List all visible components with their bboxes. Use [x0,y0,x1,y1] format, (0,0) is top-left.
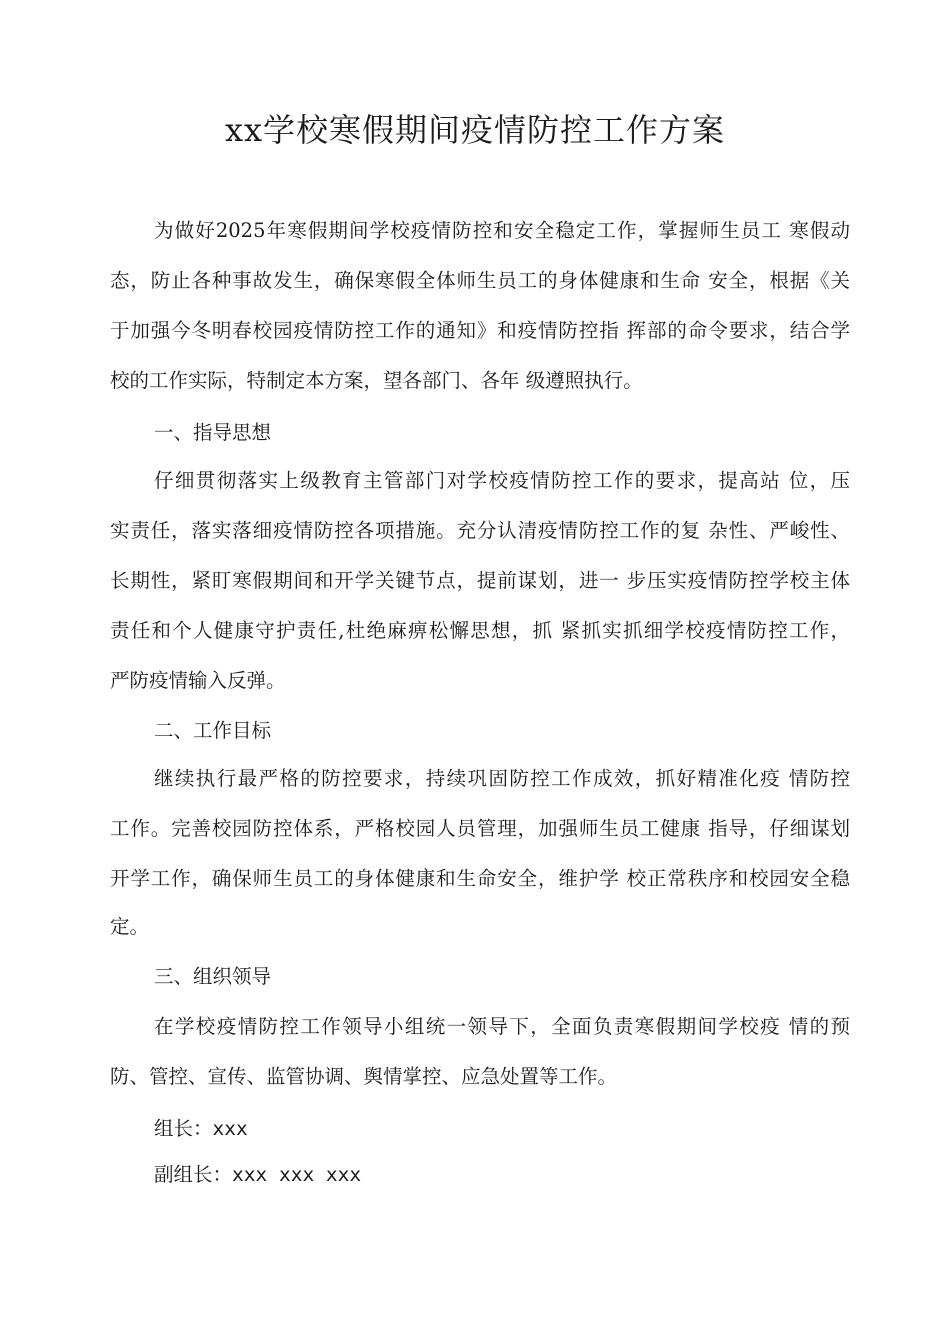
document-title: xx学校寒假期间疫情防控工作方案 [224,111,726,149]
section-heading: 三、组织领导 [154,965,272,988]
section-heading: 一、指导思想 [154,421,272,444]
paragraph-line: 实责任，落实落细疫情防控各项措施。充分认清疫情防控工作的复 杂性、严峻性、 [110,519,850,542]
deputy-leader-value: xxx xxx xxx [232,1163,362,1186]
deputy-leader-label: 副组长： [154,1163,233,1186]
paragraph-line: 工作。完善校园防控体系，严格校园人员管理，加强师生员工健康 指导，仔细谋划 [110,817,850,840]
paragraph-line: 在学校疫情防控工作领导小组统一领导下，全面负责寒假期间学校疫 情的预 [154,1015,850,1038]
group-leader-line [154,1114,248,1144]
paragraph-line: 继续执行最严格的防控要求，持续巩固防控工作成效，抓好精准化疫 情防控 [154,767,850,790]
group-leader-value: xxx [212,1117,248,1140]
intro-line: 态，防止各种事故发生，确保寒假全体师生员工的身体健康和生命 安全，根据《关 [110,269,850,292]
paragraph-line: 开学工作，确保师生员工的身体健康和生命安全，维护学 校正常秩序和校园安全稳 [110,867,850,890]
deputy-leader-line [154,1160,361,1190]
paragraph-line: 长期性，紧盯寒假期间和开学关键节点，提前谋划，进一 步压实疫情防控学校主体 [110,569,850,592]
paragraph-line: 仔细贯彻落实上级教育主管部门对学校疫情防控工作的要求，提高站 位，压 [154,469,850,492]
paragraph-line: 严防疫情输入反弹。 [110,669,286,692]
section-heading: 二、工作目标 [154,719,272,742]
intro-line: 校的工作实际，特制定本方案，望各部门、各年 级遵照执行。 [110,369,643,392]
intro-line: 为做好2025年寒假期间学校疫情防控和安全稳定工作，掌握师生员工 寒假动 [154,219,850,242]
group-leader-label: 组长： [154,1117,213,1140]
paragraph-line: 防、管控、宣传、监管协调、舆情掌控、应急处置等工作。 [110,1065,618,1088]
paragraph-line: 定。 [110,915,150,938]
intro-line: 于加强今冬明春校园疫情防控工作的通知》和疫情防控指 挥部的命令要求，结合学 [110,319,850,342]
paragraph-line: 责任和个人健康守护责任,杜绝麻痹松懈思想，抓 紧抓实抓细学校疫情防控工作， [110,619,850,642]
